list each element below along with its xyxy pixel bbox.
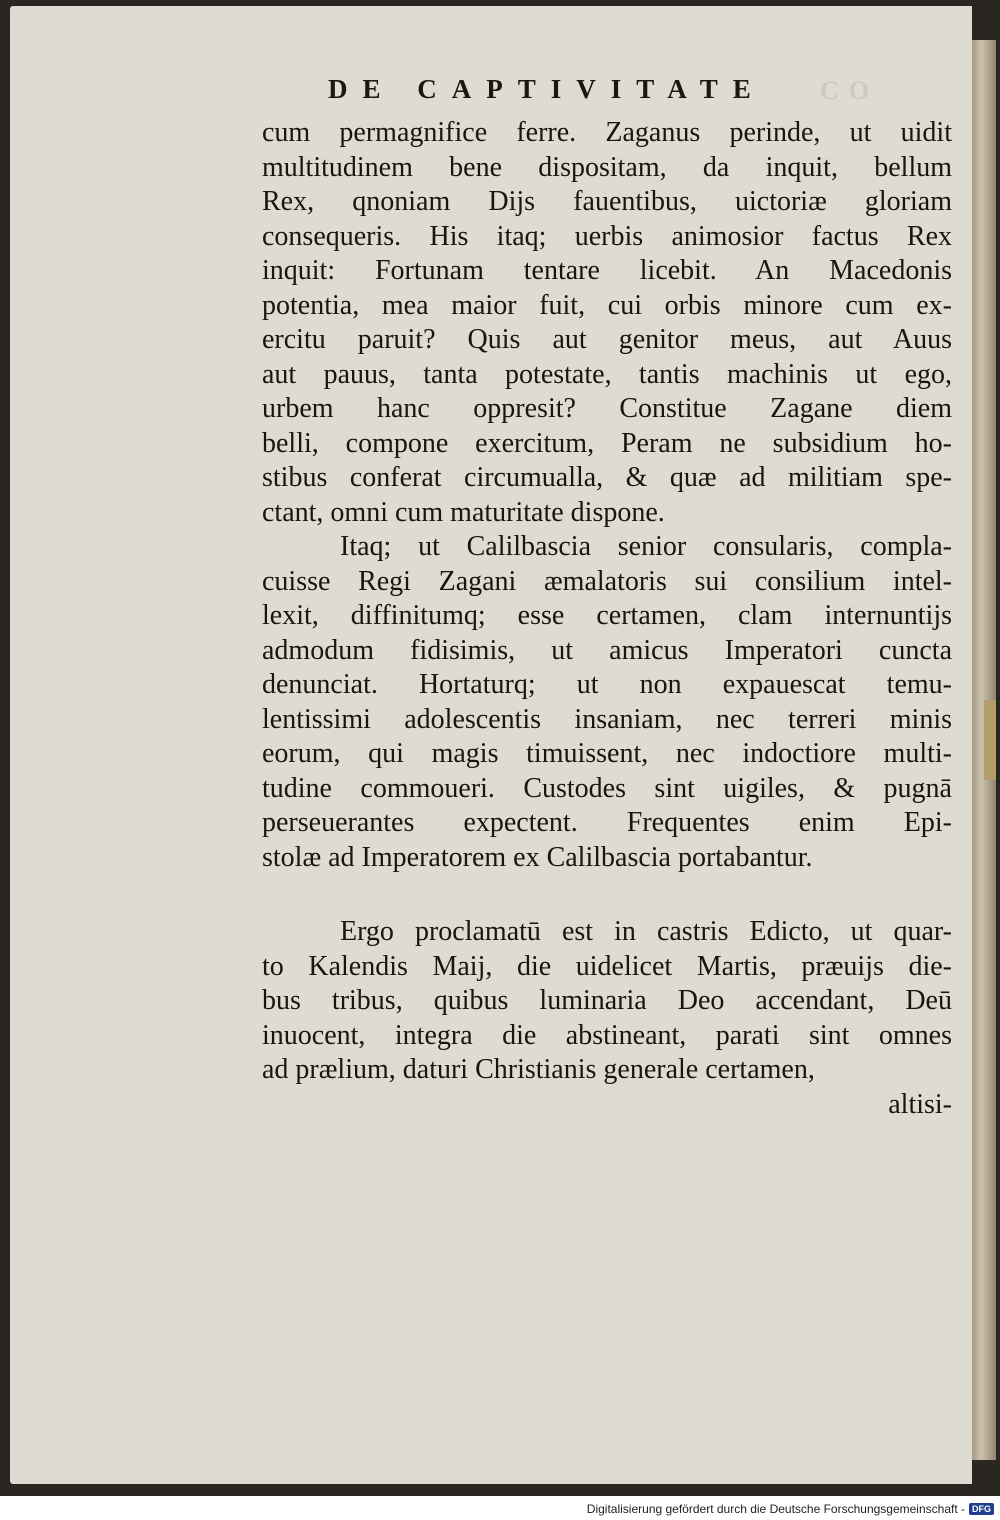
text-line: inuocent, integra die abstineant, parati sint omnes	[262, 1019, 952, 1051]
text-line: lentissimi adolescentis insaniam, nec terreri minis	[262, 703, 952, 735]
text-line: eorum, qui magis timuissent, nec indoctiore multi-	[262, 738, 952, 769]
paragraph-2	[262, 530, 952, 875]
text-line: lexit, diffinitumq; esse certamen, clam internuntijs	[262, 600, 952, 631]
text-line: admodum fidisimis, ut amicus Imperatori cuncta	[262, 634, 952, 666]
footer-text: Digitalisierung gefördert durch die Deutsche Forschungsgemeinschaft -	[586, 1502, 965, 1516]
text-line: consequeris. His itaq; uerbis animosior factus Rex	[262, 220, 952, 252]
text-line: denunciat. Hortaturq; ut non expauescat temu-	[262, 669, 952, 700]
text-line: to Kalendis Maij, die uidelicet Martis, præuijs die-	[262, 950, 952, 982]
dfg-logo: DFG	[969, 1503, 994, 1515]
text-line: ctant, omni cum maturitate dispone.	[262, 496, 665, 528]
text-line: stibus conferat circumualla, & quæ ad militiam spe-	[262, 462, 952, 493]
text-line: perseuerantes expectent. Frequentes enim Epi-	[262, 807, 952, 838]
text-line: ercitu paruit? Quis aut genitor meus, aut Auus	[262, 324, 952, 355]
footer-credit	[586, 1500, 994, 1518]
text-line: Ergo proclamatū est in castris Edicto, ut quar-	[340, 916, 952, 947]
text-line: aut pauus, tanta potestate, tantis machinis ut ego,	[262, 358, 952, 390]
text-line: ad prælium, daturi Christianis generale certamen,	[262, 1054, 815, 1085]
text-block	[262, 116, 952, 1122]
text-line: urbem hanc oppresit? Constitue Zagane diem	[262, 393, 952, 424]
text-line: potentia, mea maior fuit, cui orbis minore cum ex-	[262, 289, 952, 321]
text-line: bus tribus, quibus luminaria Deo accendant, Deū	[262, 985, 952, 1016]
running-header: DE CAPTIVITATE	[328, 74, 766, 104]
bleed-through-header: CO	[820, 76, 879, 105]
text-line: cum permagnifice ferre. Zaganus perinde, ut uidit	[262, 117, 952, 148]
paragraph-1	[262, 116, 952, 530]
text-line: belli, compone exercitum, Peram ne subsidium ho-	[262, 427, 952, 459]
page-edge-stain	[984, 700, 996, 780]
text-line: multitudinem bene dispositam, da inquit, bellum	[262, 151, 952, 183]
text-line: tudine commoueri. Custodes sint uigiles, & pugnā	[262, 772, 952, 804]
paragraph-3	[262, 915, 952, 1088]
text-line: cuisse Regi Zagani æmalatoris sui consilium intel-	[262, 565, 952, 597]
text-line: Itaq; ut Calilbascia senior consularis, compla-	[340, 531, 952, 562]
text-line: Rex, qnoniam Dijs fauentibus, uictoriæ gloriam	[262, 186, 952, 217]
text-line: inquit: Fortunam tentare licebit. An Macedonis	[262, 255, 952, 286]
text-line: stolæ ad Imperatorem ex Calilbascia portabantur.	[262, 841, 813, 873]
catchword: altisi-	[888, 1088, 952, 1120]
